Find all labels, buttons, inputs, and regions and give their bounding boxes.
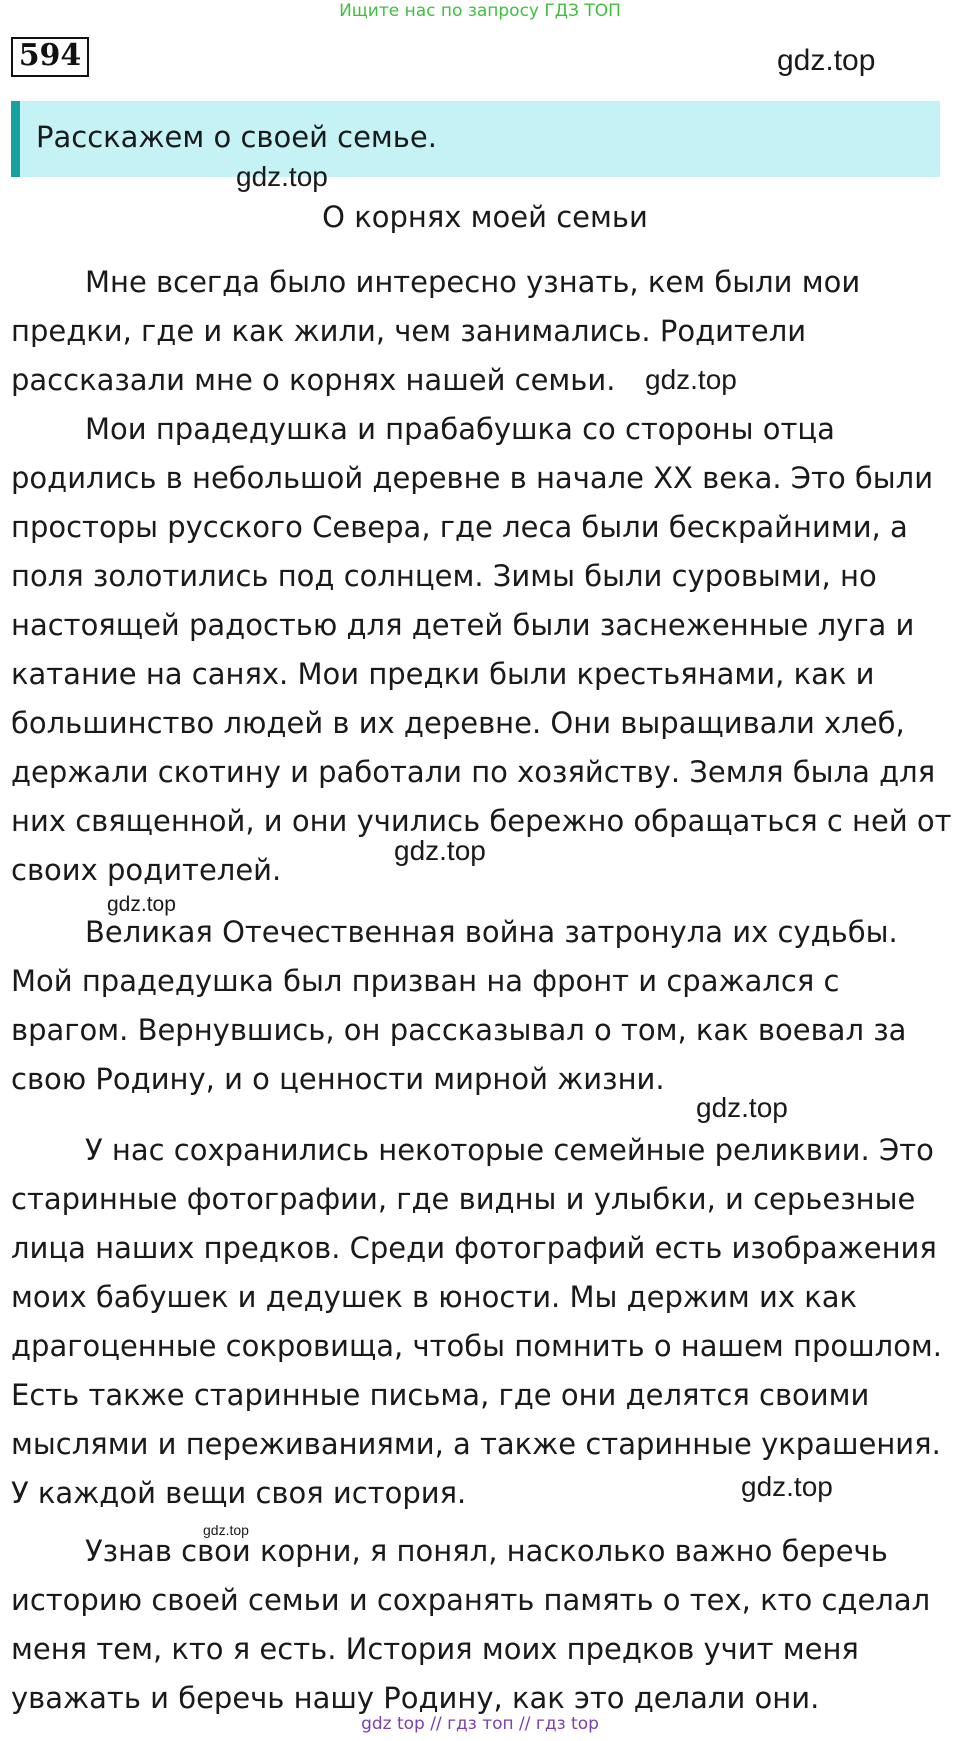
watermark: gdz.top (645, 364, 737, 395)
essay-paragraph-3: Великая Отечественная война затронула их судьбы. Мой прадедушка был призван на фронт и сражался с врагом. Вернувшись, он рассказывал о том, как воевал за свою Родину, и о ценности мирной жизни. (11, 915, 907, 1096)
watermark: gdz.top (236, 161, 328, 192)
essay-title: О корнях моей семьи (322, 200, 648, 234)
essay-paragraph-2: Мои прадедушка и прабабушка со стороны отца родились в небольшой деревне в начале XX века. Это были просторы русского Севера, где леса были бескрайними, а поля золотились под солнцем. Зимы были суровыми, но настоящей радостью для детей были заснеженные луга и катание на санях. Мои предки были крестьянами, как и большинство людей в их деревне. Они выращивали хлеб, держали скотину и работали по хозяйству. Земля была для них священной, и они учились бережно обращаться с ней от своих родителей. (11, 412, 952, 887)
exercise-number: 594 (11, 37, 89, 77)
top-banner: Ищите нас по запросу ГДЗ ТОП (339, 1, 621, 21)
task-box (11, 101, 940, 177)
essay-paragraph-4: У нас сохранились некоторые семейные реликвии. Это старинные фотографии, где видны и улыбки, и серьезные лица наших предков. Среди фотографий есть изображения моих бабушек и дедушек в юности. Мы держим их как драгоценные сокровища, чтобы помнить о нашем прошлом. Есть также старинные письма, где они делятся своими мыслями и переживаниями, а также старинные украшения. У каждой вещи своя история. (11, 1133, 943, 1510)
essay-paragraph-1: Мне всегда было интересно узнать, кем были мои предки, где и как жили, чем занимались. Родители рассказали мне о корнях нашей семьи. (11, 265, 861, 397)
essay-paragraph-5: Узнав свои корни, я понял, насколько важно беречь историю своей семьи и сохранять память о тех, кто сделал меня тем, кто я есть. История моих предков учит меня уважать и беречь нашу Родину, как это делали они. (11, 1534, 931, 1715)
watermark: gdz.top (394, 835, 486, 866)
watermark: gdz.top (203, 1522, 249, 1538)
task-text: Расскажем о своей семье. (36, 120, 437, 154)
footer-links: gdz top // гдз топ // гдз top (361, 1714, 599, 1734)
watermark: gdz.top (107, 893, 176, 916)
site-label: gdz.top (777, 44, 876, 77)
watermark: gdz.top (741, 1471, 833, 1502)
watermark: gdz.top (696, 1092, 788, 1123)
